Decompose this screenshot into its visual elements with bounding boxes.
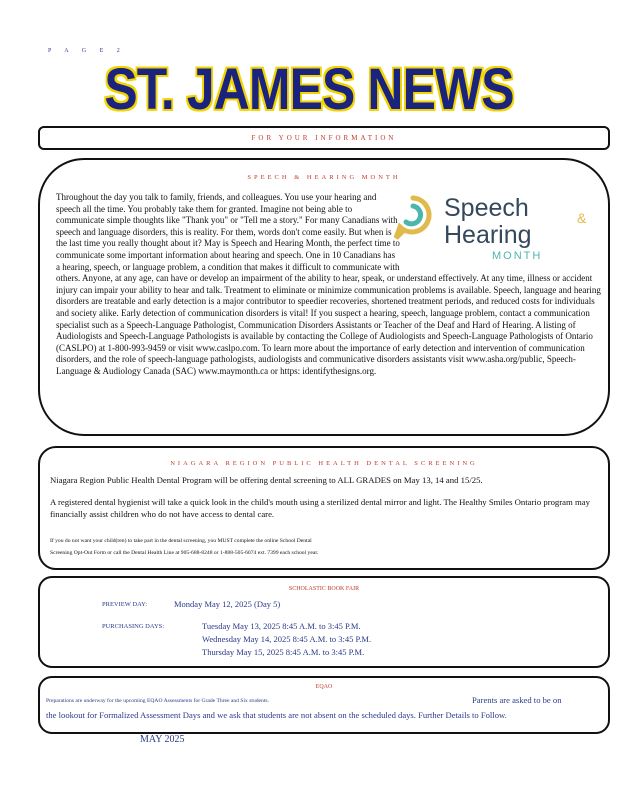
logo-word-hearing: Hearing — [444, 221, 532, 249]
dental-paragraph-1: Niagara Region Public Health Dental Program will be offering dental screening to ALL GRADES on May 13, 14 and 15/25. — [50, 475, 483, 485]
purchasing-day-3: Thursday May 15, 2025 8:45 A.M. to 3:45 P.M. — [202, 647, 365, 657]
logo-float-spacer — [401, 192, 601, 264]
purchasing-day-1: Tuesday May 13, 2025 8:45 A.M. to 3:45 P.M. — [202, 621, 361, 631]
issue-date-footer: MAY 2025 — [140, 734, 185, 745]
logo-ampersand: & — [577, 210, 587, 226]
dental-screening-section — [38, 446, 610, 570]
eqao-intro-text: Preparations are underway for the upcoming EQAO Assessments for Grade Three and Six students. — [46, 698, 269, 704]
purchasing-days-label: PURCHASING DAYS: — [102, 623, 165, 630]
page-number-label: P A G E 2 — [48, 48, 126, 54]
book-fair-section — [38, 576, 610, 668]
speech-article-text: Throughout the day you talk to family, friends, and colleagues. You use your hearing and speech all the time. You probably take them for granted. Imagine not being able to communicate simple thoughts like "Thank you" or "Tell me a story." For many Canadians with speech and language disorders, this is reality. For them, words don't come easily. But when is the last time you really thought about it? May is Speech and Hearing Month, the perfect time to communicate some important information about hearing and speech. One in 10 Canadians has a hearing, speech, or language problem, a condition that makes it difficult to communicate with others. Anyone, at any age, can have or develop an impairment of the ability to hear, speak, or understand effectively. At any time, illness or accident injury can impair your ability to hear and talk. Treatment to eliminate or minimize communication problems is available. Speech, language and hearing disorders are treatable and early detection is a major contributor to speedier recoveries, shortened treatment periods, and reduced costs for individuals and society alike. Early detection of communication disorders is vital! If you suspect a hearing, speech, language problem, contact a communication specialist such as a Speech-Language Pathologist, Communication Disorders Assistants or Teacher of the Deaf and Hard of Hearing. A listing of Audiologists and Speech-Language Pathologists is available by contacting the College of Audiologists and Speech-Language Pathologists of Ontario (CASLPO) at 1-800-993-9459 or visit www.caslpo.com. To learn more about the importance of early detection and intervention of communication disorders, and the role of speech-language pathologists, audiologists and communicative disorders assistants visit www.asha.org/public, Speech-Language & Audiology Canada (SAC) www.maymonth.ca or https: identifythesigns.org. — [56, 192, 601, 376]
section-title: SPEECH & HEARING MONTH — [247, 174, 401, 181]
preview-day-label: PREVIEW DAY: — [102, 601, 148, 608]
eqao-parents-text: Parents are asked to be on — [472, 695, 562, 705]
logo-word-month: MONTH — [492, 250, 543, 262]
eqao-details-text: the lookout for Formalized Assessment Days and we ask that students are not absent on the scheduled days. Further Details to Follow. — [46, 710, 507, 720]
newsletter-masthead: ST. JAMES NEWS — [104, 57, 514, 122]
section-title: EQAO — [315, 684, 333, 690]
preview-day-value: Monday May 12, 2025 (Day 5) — [174, 599, 281, 609]
dental-paragraph-2: A registered dental hygienist will take a quick look in the child's mouth using a sterilized dental mirror and light. The Healthy Smiles Ontario program may financially assist children who do not have access to dental care. — [50, 497, 590, 519]
section-title: SCHOLASTIC BOOK FAIR — [288, 586, 360, 592]
speech-hearing-section — [38, 158, 610, 436]
purchasing-day-2: Wednesday May 14, 2025 8:45 A.M. to 3:45 P.M. — [202, 634, 372, 644]
section-title: NIAGARA REGION PUBLIC HEALTH DENTAL SCREENING — [170, 460, 478, 467]
logo-word-speech: Speech — [444, 194, 529, 222]
for-your-information-banner: FOR YOUR INFORMATION — [38, 126, 610, 150]
speech-article-body — [56, 192, 601, 378]
dental-paragraph-3: If you do not want your child(ren) to take part in the dental screening, you MUST complete the online School Dental — [50, 538, 312, 544]
dental-paragraph-4: Screening Opt-Out Form or call the Dental Health Line at 905-688-8248 or 1-888-505-6074 ext. 7399 each school year. — [50, 550, 319, 556]
eqao-section — [38, 676, 610, 734]
